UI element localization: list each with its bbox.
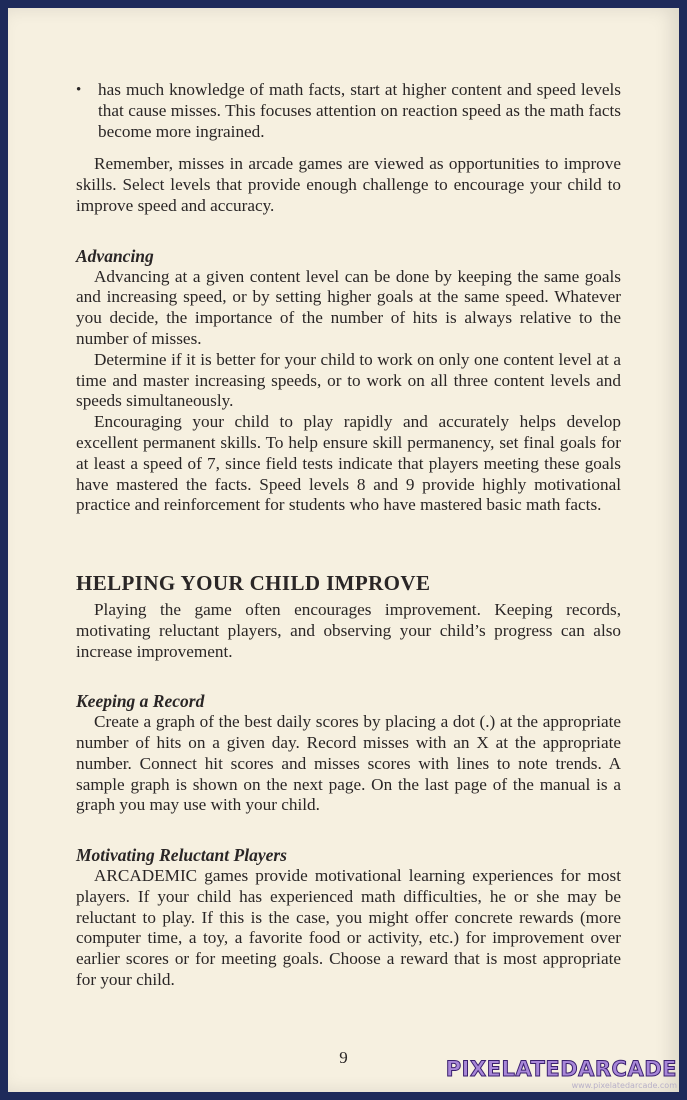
motivating-heading: Motivating Reluctant Players <box>76 845 287 866</box>
advancing-heading: Advancing <box>76 245 154 266</box>
bullet-text: has much knowledge of math facts, start at higher content and speed levels that cause misses. This focuses attention on reaction speed as the math facts become more ingrained. <box>98 80 621 141</box>
advancing-paragraph-2: Determine if it is better for your child to work on only one content level at a time and master increasing speeds, or to work on all three content levels and speeds simultaneously. <box>76 349 621 411</box>
remember-paragraph: Remember, misses in arcade games are viewed as opportunities to improve skills. Select levels that provide enough challenge to encourage your child to improve speed and accuracy. <box>76 154 621 215</box>
helping-intro: Playing the game often encourages improvement. Keeping records, motivating reluctant players, and observing your child’s progress can also increase improvement. <box>76 599 621 661</box>
page-content <box>76 80 621 991</box>
advancing-paragraph-1: Advancing at a given content level can be done by keeping the same goals and increasing speed, or by setting higher goals at the same speed. Whatever you decide, the importance of the number of hits is always relative to the number of misses. <box>76 266 621 348</box>
advancing-paragraph-3: Encouraging your child to play rapidly and accurately helps develop excellent permanent skills. To help ensure skill permanency, set final goals for at least a speed of 7, since field tests indicate that players meeting these goals have mastered the facts. Speed levels 8 and 9 provide highly motivational practice and reinforcement for students who have mastered basic math facts. <box>76 412 621 515</box>
motivating-text: ARCADEMIC games provide motivational learning experiences for most players. If your child has experienced math difficulties, he or she may be reluctant to play. If this is the case, you might offer concrete rewards (more computer time, a toy, a favorite food or activity, etc.) for improvement over earlier scores or for meeting goals. Choose a reward that is most appropriate for your child. <box>76 865 621 989</box>
bullet-item <box>76 80 621 142</box>
watermark-logo: PIXELATEDARCADE <box>445 1057 677 1081</box>
watermark <box>446 1057 677 1090</box>
page-number: 9 <box>339 1048 348 1067</box>
bullet-icon: • <box>76 82 82 98</box>
keeping-record-heading: Keeping a Record <box>76 691 205 712</box>
watermark-url: www.pixelatedarcade.com <box>571 1081 677 1090</box>
section-title: HELPING YOUR CHILD IMPROVE <box>76 571 431 596</box>
keeping-record-text: Create a graph of the best daily scores by placing a dot (.) at the appropriate number of hits on a given day. Record misses with an X at the appropriate number. Connect hit scores and misses scores with lines to note trends. A sample graph is shown on the next page. On the last page of the manual is a graph you may use with your child. <box>76 712 621 815</box>
manual-page <box>8 8 679 1092</box>
